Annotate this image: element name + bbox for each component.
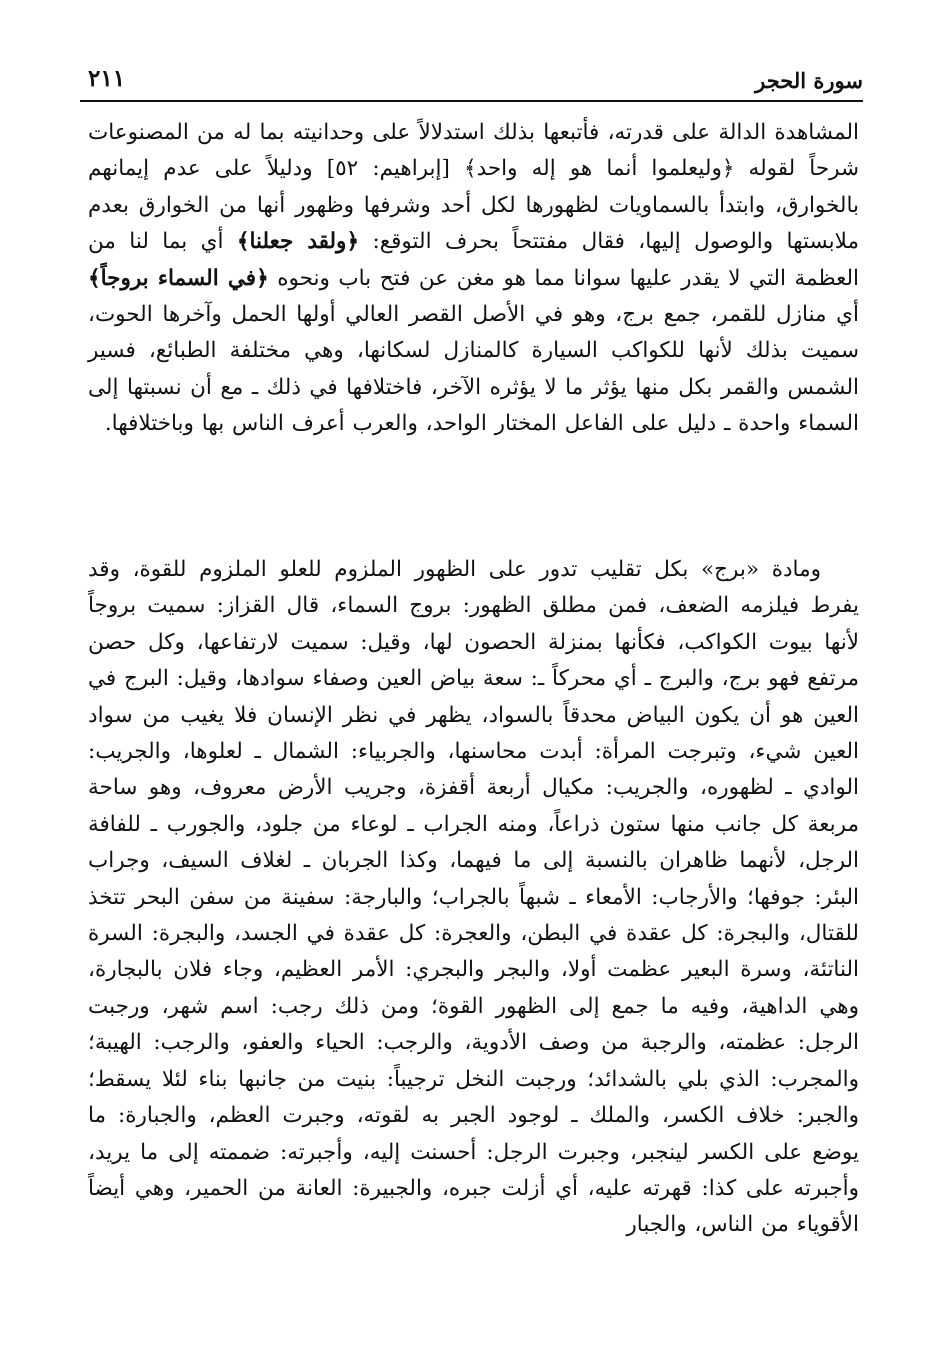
page-number: ٢١١	[88, 65, 126, 92]
quran-quote: ﴿في السماء بروجاً﴾	[88, 265, 269, 291]
header-divider	[80, 100, 863, 102]
text-run: المشاهدة الدالة على قدرته، فأتبعها بذلك استدلالاً على وحدانيته بما له من المصنوعات شرحاً لقوله ﴿وليعلموا أنما هو إله واحد﴾ [إبراهيم: ٥٢] ودليلاً على عدم إيمانهم بالخوارق، وابتدأ بالسماويات لظهورها لكل أحد وشرفها وظهور أنها من الخوارق بعدم ملابستها والوصول إليها، فقال مفتتحاً بحرف التوقع:	[88, 120, 860, 255]
running-header	[80, 58, 863, 96]
paragraph-2	[88, 552, 859, 1244]
quran-quote: ﴿ولقد جعلنا﴾	[236, 229, 360, 255]
text-run: ومادة «برج» بكل تقليب تدور على الظهور الملزوم للعلو الملزوم للقوة، وقد يفرط فيلزمه الضعف، فمن مطلق الظهور: بروج السماء، قال القزاز: سميت بروجاً لأنها بيوت الكواكب، فكأنها بمنزلة الحصون لها، وقيل: سميت لارتفاعها، وكل حصن مرتفع فهو برج، والبرج ـ أي محركاً ـ: سعة بياض العين وصفاء سوادها، وقيل: البرج في العين هو أن يكون البياض محدقاً بالسواد، يظهر في نظر الإنسان فلا يغيب من سواد العين شيء، وتبرجت المرأة: أبدت محاسنها، والجربياء: الشمال ـ لعلوها، والجريب: الوادي ـ لظهوره، والجريب: مكيال أربعة أقفزة، وجريب الأرض معروف، وهو ساحة مربعة كل جانب منها ستون ذراعاً، ومنه الجراب ـ لوعاء من جلود، والجورب ـ للفافة الرجل، لأنهما ظاهران بالنسبة إلى ما فيهما، وكذا الجربان ـ لغلاف السيف، وجراب البئر: جوفها؛ والأرجاب: الأمعاء ـ شبهاً بالجراب؛ والبارجة: سفينة من سفن البحر تتخذ للقتال، والبجرة: كل عقدة في البطن، والعجرة: كل عقدة في الجسد، والبجرة: السرة الناتئة، وسرة البعير عظمت أولا، والبجر والبجري: الأمر العظيم، وجاء فلان بالبجارة، وهي الداهية، وفيه ما جمع إلى الظهور القوة؛ ومن ذلك رجب: اسم شهر، ورجبت الرجل: عظمته، والرجبة من وصف الأدوية، والرجب: الحياء والعفو، والرجب: الهيبة؛ والمجرب: الذي بلي بالشدائد؛ ورجبت النخل ترجيباً: بنيت من جانبها بناء لئلا يسقط؛ والجبر: خلاف الكسر، والملك ـ لوجود الجبر به لقوته، وجبرت العظم، والجبارة: ما يوضع على الكسر لينجبر، وجبرت الرجل: أحسنت إليه، وأجبرته: ضممته إلى ما يريد، وأجبرته على كذا: قهرته عليه، أي أزلت جبره، والجبيرة: العانة من الحمير، وهي أيضاً الأقوياء من الناس، والجبار	[88, 557, 859, 1238]
paragraph-1	[88, 115, 859, 443]
text-run: أي منازل للقمر، جمع برج، وهو في الأصل القصر العالي أولها الحمل وآخرها الحوت، سميت بذلك لأنها للكواكب السيارة كالمنازل لسكانها، وهي مختلفة الطبائع، فسير الشمس والقمر بكل منها يؤثر ما لا يؤثره الآخر، فاختلافها في ذلك ـ مع أن نسبتها إلى السماء واحدة ـ دليل على الفاعل المختار الواحد، والعرب أعرف الناس بها وباختلافها.	[88, 302, 859, 437]
surah-title: سورة الحجر	[755, 68, 863, 93]
text-run: أي بما لنا من العظمة التي لا يقدر عليها سوانا مما هو مغن عن فتح باب ونحوه	[88, 229, 859, 291]
